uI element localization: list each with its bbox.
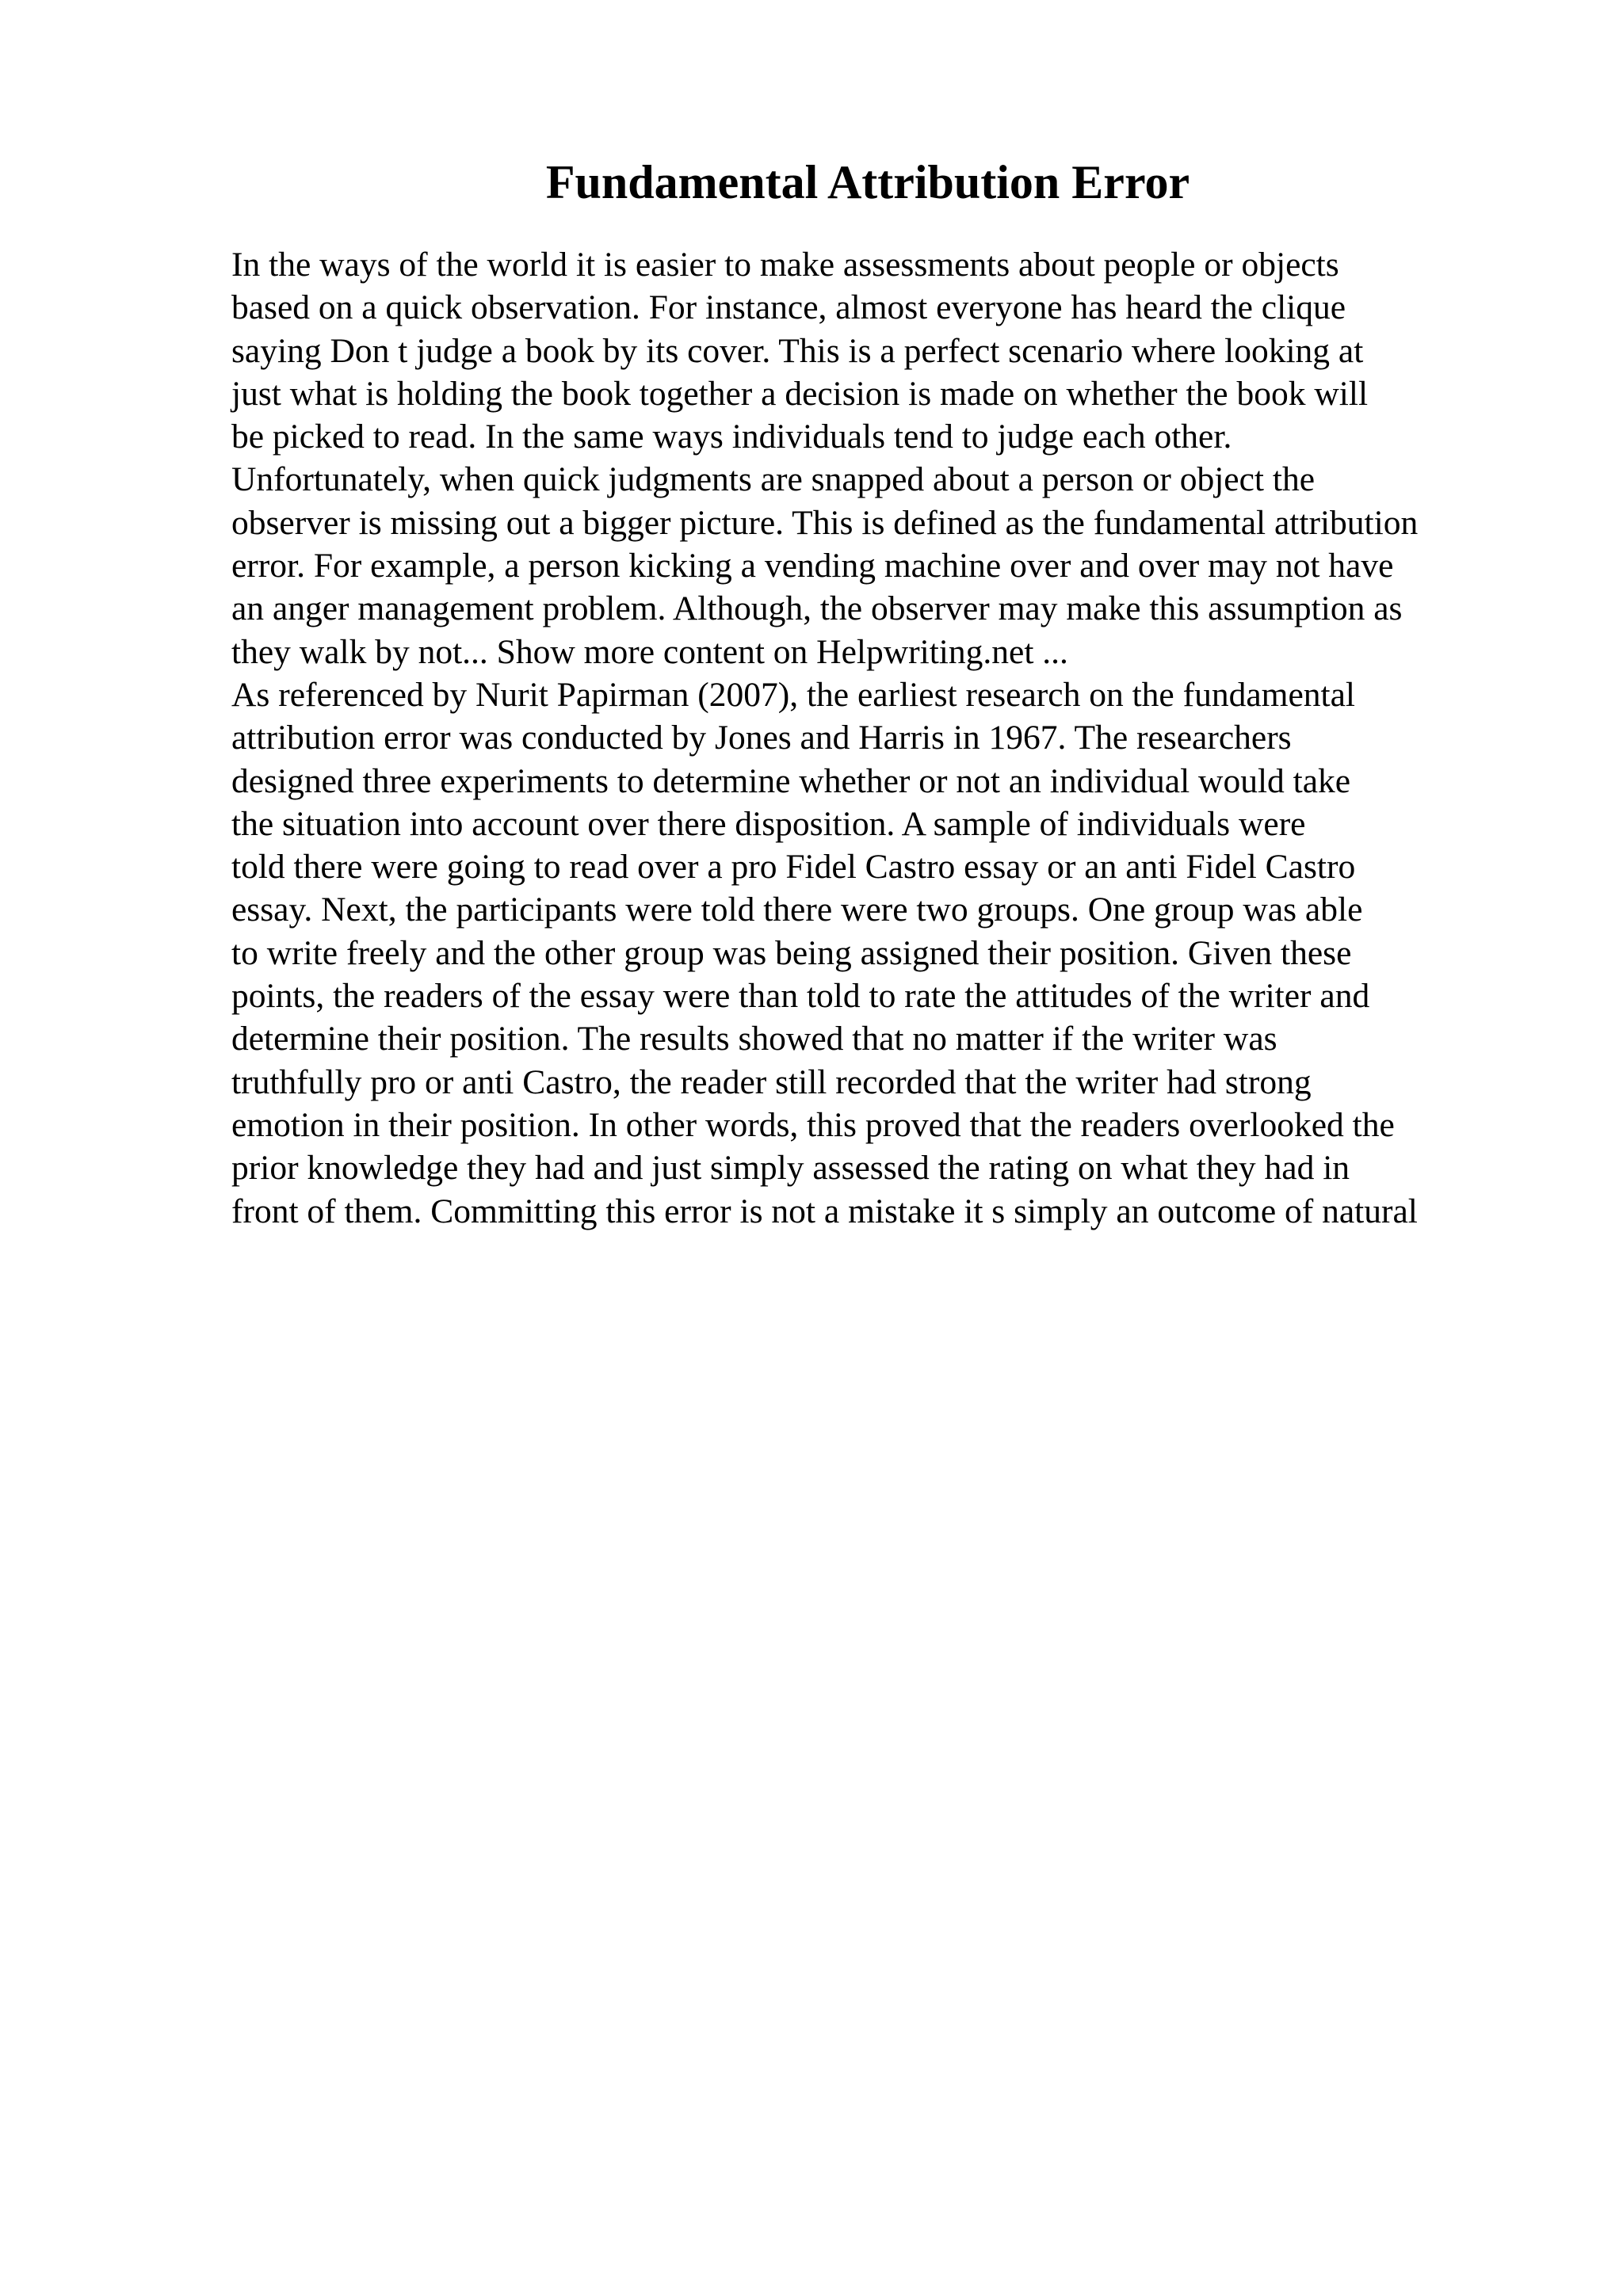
body-line: to write freely and the other group was being assigned their position. Given these <box>231 933 1352 972</box>
body-line: the situation into account over there disposition. A sample of individuals were <box>231 804 1306 843</box>
body-line: attribution error was conducted by Jones and Harris in 1967. The researchers <box>231 719 1292 757</box>
body-line: determine their position. The results showed that no matter if the writer was <box>231 1020 1277 1058</box>
body-line: front of them. Committing this error is not a mistake it s simply an outcome of natural <box>231 1192 1418 1230</box>
body-line: observer is missing out a bigger picture. This is defined as the fundamental attribution <box>231 503 1419 542</box>
body-line: an anger management problem. Although, the observer may make this assumption as <box>231 589 1403 628</box>
body-line: points, the readers of the essay were than told to rate the attitudes of the writer and <box>231 977 1370 1016</box>
document-title: Fundamental Attribution Error <box>545 156 1190 208</box>
body-line: based on a quick observation. For instance, almost everyone has heard the clique <box>231 288 1346 327</box>
body-line: In the ways of the world it is easier to make assessments about people or objects <box>231 246 1339 284</box>
body-line: prior knowledge they had and just simply assessed the rating on what they had in <box>231 1149 1350 1188</box>
document-body <box>231 243 1623 1233</box>
body-line: just what is holding the book together a decision is made on whether the book will <box>231 374 1369 413</box>
body-line: emotion in their position. In other words, this proved that the readers overlooked the <box>231 1105 1395 1144</box>
body-line: saying Don t judge a book by its cover. This is a perfect scenario where looking at <box>231 331 1364 370</box>
body-line: be picked to read. In the same ways individuals tend to judge each other. <box>231 418 1232 456</box>
body-line: designed three experiments to determine whether or not an individual would take <box>231 761 1351 800</box>
body-line: essay. Next, the participants were told there were two groups. One group was able <box>231 891 1363 929</box>
body-line: told there were going to read over a pro Fidel Castro essay or an anti Fidel Castro <box>231 848 1356 887</box>
body-line: truthfully pro or anti Castro, the reader still recorded that the writer had strong <box>231 1062 1312 1101</box>
body-line: As referenced by Nurit Papirman (2007), the earliest research on the fundamental <box>231 675 1356 714</box>
body-line: error. For example, a person kicking a vending machine over and over may not have <box>231 547 1394 585</box>
body-line: they walk by not... Show more content on Helpwriting.net ... <box>231 632 1068 671</box>
body-line: Unfortunately, when quick judgments are snapped about a person or object the <box>231 460 1316 499</box>
